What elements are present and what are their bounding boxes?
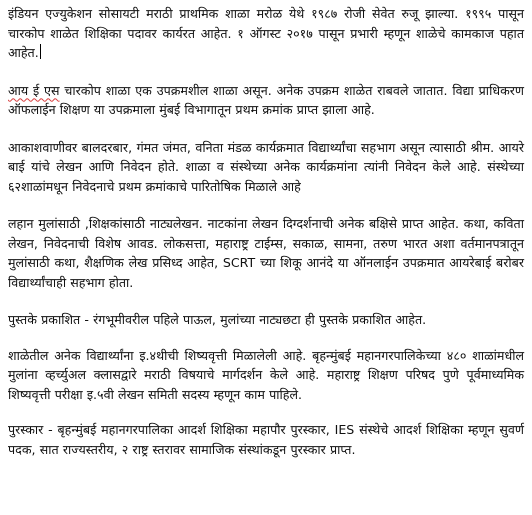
paragraph-awards[interactable]: पुरस्कार - बृहन्मुंबई महानगरपालिका आदर्श शिक्षिका महापौर पुरस्कार, IES संस्थेचे आदर्श शिक्षिका म्हणून सुवर्ण पदक, सात राज्यस्तरीय, २ राष्ट्र स्तरावर सामाजिक संस्थांकडून पुरस्कार प्राप्त. — [8, 422, 524, 457]
document-body[interactable] — [8, 4, 524, 459]
paragraph-text: चारकोप शाळा एक उपक्रमशील शाळा असून. अनेक उपक्रम शाळेत राबवले जातात. विद्या प्राधिकरण ऑफलाईन शिक्षण या उपक्रमाला मुंबई विभागातून प्रथम क्रमांक प्राप्त झाला आहे. — [8, 82, 524, 117]
spellcheck-flagged-word[interactable]: आय ई एस — [8, 82, 60, 98]
paragraph-scholarships[interactable]: शाळेतील अनेक विद्यार्थ्यांना इ.४थीची शिष्यवृत्ती मिळालेली आहे. बृहन्मुंबई महानगरपालिकेच्या ४८० शाळांमधील मुलांना व्हर्च्युअल क्लासद्वारे मराठी विषयाचे मार्गदर्शन केले आहे. महाराष्ट्र शिक्षण परिषद पुणे पूर्वमाध्यमिक शिष्यवृत्ती परीक्षा इ.५वी लेखन समिती सदस्य म्हणून काम पाहिले. — [8, 347, 524, 402]
paragraph-joining-history[interactable] — [8, 4, 524, 63]
paragraph-published-books[interactable]: पुस्तके प्रकाशित - रंगभूमीवरील पहिले पाऊल, मुलांच्या नाट्यछटा ही पुस्तके प्रकाशित आहेत. — [8, 312, 427, 327]
paragraph-text: इंडियन एज्युकेशन सोसायटी मराठी प्राथमिक शाळा मरोळ येथे १९८७ रोजी सेवेत रुजू झाल्या. १९९५ पासून चारकोप शाळेत शिक्षिका पदावर कार्यरत आहेत. १ ऑगस्ट २०१७ पासून प्रभारी म्हणून शाळेचे कामकाज पहात आहेत. — [8, 6, 524, 60]
paragraph-school-initiatives[interactable] — [8, 81, 524, 120]
paragraph-writing[interactable]: लहान मुलांसाठी ,शिक्षकांसाठी नाट्यलेखन. नाटकांना लेखन दिग्दर्शनाची अनेक बक्षिसे प्राप्त आहेत. कथा, कविता लेखन, निवेदनाची विशेष आवड. लोकसत्ता, महाराष्ट्र टाईम्स, सकाळ, सामना, तरुण भारत अशा वर्तमानपत्रातून मुलांसाठी कथा, शैक्षणिक लेख प्रसिध्द आहेत, SCRT च्या शिकू आनंदे या ऑनलाईन उपक्रमात आयरेबाई बरोबर विद्यार्थ्यांचाही सहभाग होता. — [8, 216, 524, 290]
paragraph-radio-programs[interactable]: आकाशवाणीवर बालदरबार, गंमत जंमत, वनिता मंडळ कार्यक्रमात विद्यार्थ्यांचा सहभाग असून त्यासाठी श्रीम. आयरे बाई यांचे लेखन आणि निवेदन होते. शाळा व संस्थेच्या अनेक कार्यक्रमांना त्यांनी निवेदन केले आहे. संस्थेच्या ६२शाळांमधून निवेदनाचे प्रथम क्रमांकाचे पारितोषिक मिळाले आहे — [8, 139, 524, 194]
text-cursor — [40, 44, 41, 59]
